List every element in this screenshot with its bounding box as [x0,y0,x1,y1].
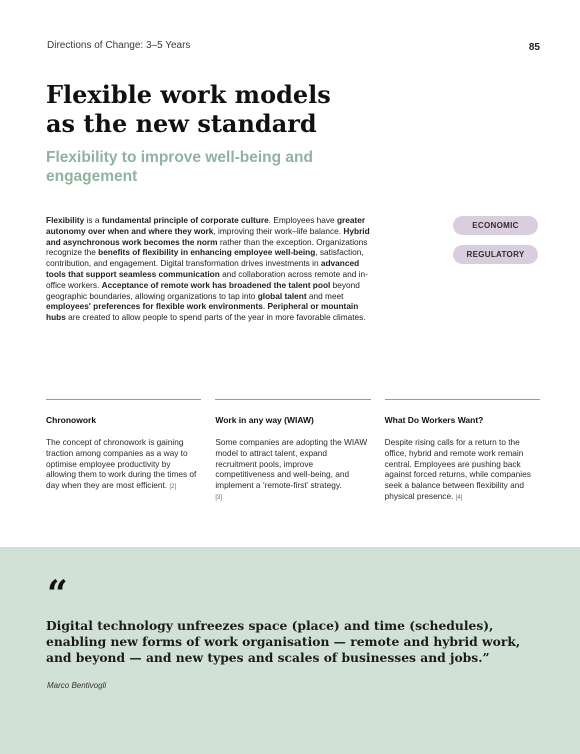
intro-text: rather than the exception. Organizations recognize the [46,236,368,258]
page-title: Flexible work models as the new standard [46,80,331,138]
intro-emphasis: Acceptance of remote work has broadened the talent pool [101,279,331,290]
intro-text: and collaboration across remote and in-office workers. [46,268,368,290]
intro-text: , improving their work–life balance. [213,225,344,236]
info-columns [46,399,540,504]
intro-emphasis: benefits of flexibility in enhancing employee well-being [98,247,316,258]
column-wiaw [215,399,370,504]
reference-marker: [4] [455,494,463,501]
intro-text: is a [84,215,102,225]
column-title: Work in any way (WIAW) [215,415,314,425]
intro-paragraph [46,215,371,323]
column-text: The concept of chronowork is gaining traction among companies as a way to optimise employee productivity by allowing them to work during the times of day when they are most efficient. [46,437,197,491]
column-title: Chronowork [46,415,97,425]
intro-text: . [262,301,268,312]
intro-text: and meet [306,290,344,301]
page-number: 85 [528,42,540,53]
column-body [46,437,201,493]
reference-marker: [3] [215,494,222,501]
intro-emphasis: greater autonomy over when and where they work [46,215,366,236]
tag-economic: ECONOMIC [453,216,538,235]
intro-emphasis: advanced tools that support seamless communication [46,258,360,279]
quote-mark-icon: “ [47,573,68,615]
intro-emphasis: Flexibility [46,215,85,225]
quote-text: Digital technology unfreezes space (place) and time (schedules), enabling new forms of work organisation — remote and hybrid work, and beyond — and new types and scales of businesses and jobs.” [46,618,521,665]
intro-emphasis: Hybrid and asynchronous work becomes the norm [46,225,370,247]
intro-emphasis: global talent [257,290,307,301]
column-body [215,437,370,504]
intro-emphasis: employees' preferences for flexible work environments [46,301,263,312]
column-chronowork [46,399,201,504]
reference-marker: [2] [169,484,177,491]
column-text: Despite rising calls for a return to the office, hybrid and remote work remain central. Employees are pushing back against forced returns, while companies seek a balance between flexibility and physical presence. [384,437,531,501]
page-subtitle: Flexibility to improve well-being and engagement [46,149,313,185]
intro-text: beyond geographic boundaries, allowing organizations to tap into [46,279,360,301]
intro-text: are created to allow people to spend parts of the year in more favorable climates. [65,312,366,323]
column-workers-want [385,399,540,504]
intro-text: . Employees have [268,215,337,225]
intro-emphasis: fundamental principle of corporate culture [101,215,269,225]
column-text: Some companies are adopting the WIAW model to attract talent, expand recruitment pools, improve competitiveness and well-being, and implement a ‘remote-first’ strategy. [215,437,368,491]
intro-emphasis: Peripheral or mountain hubs [46,301,359,323]
column-title: What Do Workers Want? [384,415,484,425]
section-header: Directions of Change: 3–5 Years [47,40,191,51]
tag-regulatory: REGULATORY [453,245,538,264]
column-body [385,437,540,504]
intro-text: , satisfaction, contribution, and engagement. Digital transformation drives investments in [46,247,364,269]
tag-list [453,216,538,264]
quote-author: Marco Bentivogli [47,681,107,690]
